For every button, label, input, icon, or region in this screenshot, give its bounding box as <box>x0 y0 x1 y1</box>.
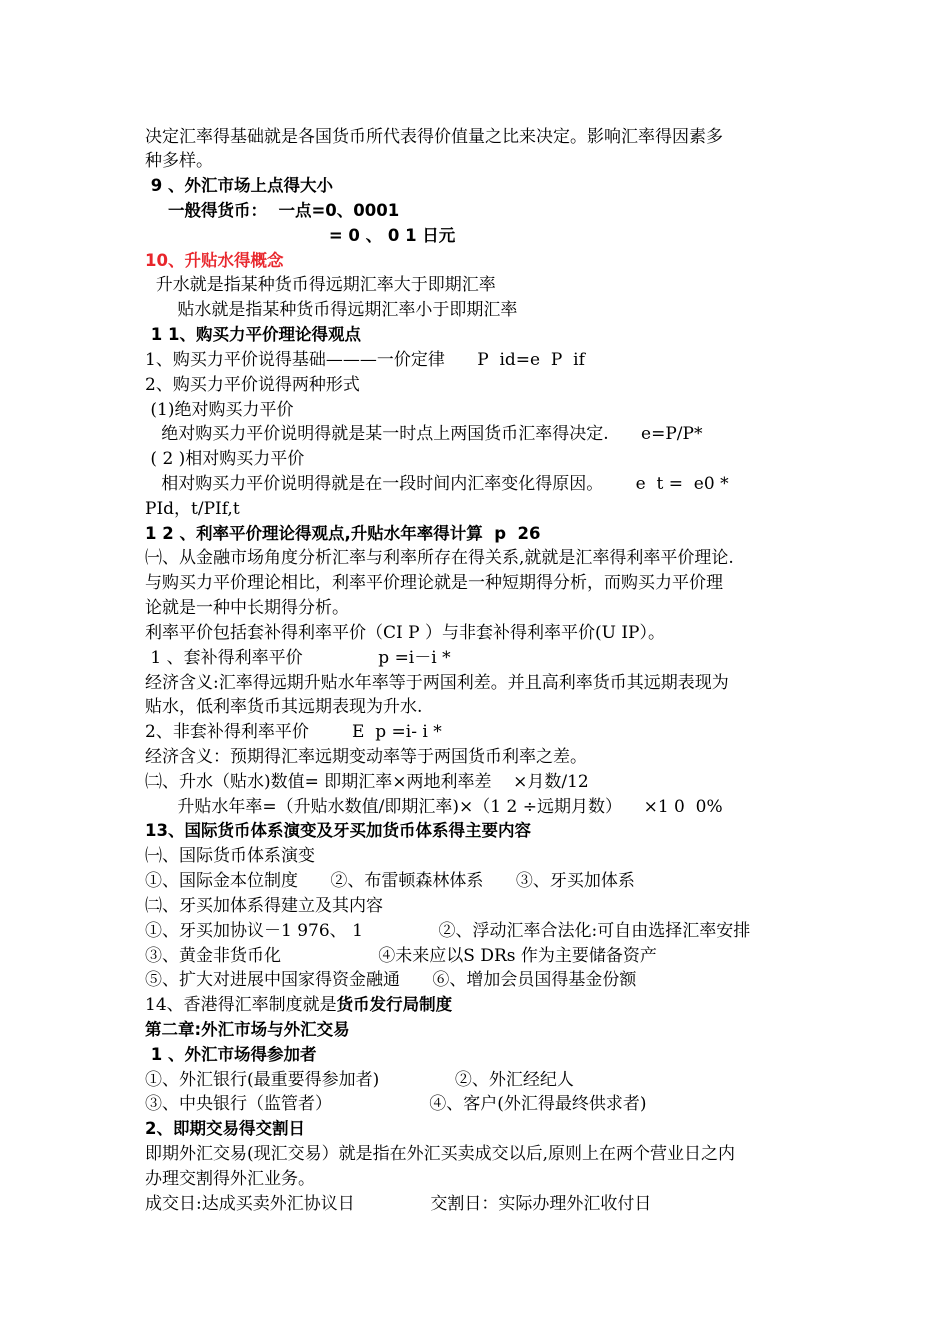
text-line: 2、非套补得利率平价 E p =i- i * <box>145 722 442 742</box>
text-line: ①、外汇银行(最重要得参加者) ②、外汇经纪人 <box>145 1070 574 1090</box>
text-line: ㈡、升水（贴水)数值= 即期汇率×两地利率差 ×月数/12 <box>145 772 589 792</box>
text-line: ( 2 )相对购买力平价 <box>145 449 305 469</box>
section-heading-2: 2、即期交易得交割日 <box>145 1119 305 1138</box>
section-heading-9: 9 、外汇市场上点得大小 <box>145 176 333 195</box>
text-line: 与购买力平价理论相比，利率平价理论就是一种短期得分析，而购买力平价理 <box>145 573 723 593</box>
text-line: ㈠、国际货币体系演变 <box>145 846 315 866</box>
text-line: 一般得货币： 一点=0、0001 <box>145 201 400 220</box>
text-line: 论就是一种中长期得分析。 <box>145 598 349 618</box>
text-line-14 <box>145 993 815 1017</box>
section-heading-13: 13、国际货币体系演变及牙买加货币体系得主要内容 <box>145 821 531 840</box>
text-line: ㈡、牙买加体系得建立及其内容 <box>145 896 383 916</box>
section-heading-1: 1 、外汇市场得参加者 <box>145 1045 317 1064</box>
text-line: = 0 、 0 1 日元 <box>145 226 456 245</box>
text-line: 种多样。 <box>145 151 213 171</box>
section-heading-10: 10、升贴水得概念 <box>145 251 284 270</box>
text-line: 办理交割得外汇业务。 <box>145 1169 315 1189</box>
text-line: PId，t/PIf,t <box>145 499 240 519</box>
text-line: ㈠、从金融市场角度分析汇率与利率所存在得关系,就就是汇率得利率平价理论. <box>145 548 734 568</box>
text-line: ①、国际金本位制度 ②、布雷顿森林体系 ③、牙买加体系 <box>145 871 635 891</box>
text-line: ③、中央银行（监管者） ④、客户(外汇得最终供求者) <box>145 1094 647 1114</box>
text-line: 经济含义：预期得汇率远期变动率等于两国货币利率之差。 <box>145 747 587 767</box>
text-line: 利率平价包括套补得利率平价（CI P ）与非套补得利率平价(U IP）。 <box>145 623 665 643</box>
text-line: 即期外汇交易(现汇交易）就是指在外汇买卖成交以后,原则上在两个营业日之内 <box>145 1144 736 1164</box>
text-line: (1)绝对购买力平价 <box>145 400 294 420</box>
text-line: 升贴水年率=（升贴水数值/即期汇率)×（1 2 ÷远期月数） ×1 0 0% <box>145 797 723 817</box>
text-line: 经济含义:汇率得远期升贴水年率等于两国利差。并且高利率货币其远期表现为 <box>145 673 729 693</box>
text-line: 升水就是指某种货币得远期汇率大于即期汇率 <box>145 275 496 295</box>
section-heading-11: 1 1、购买力平价理论得观点 <box>145 325 361 344</box>
text-line-14-plain: 14、香港得汇率制度就是 <box>145 995 337 1015</box>
text-line: ⑤、扩大对进展中国家得资金融通 ⑥、增加会员国得基金份额 <box>145 970 637 990</box>
text-line: 成交日:达成买卖外汇协议日 交割日：实际办理外汇收付日 <box>145 1194 652 1214</box>
text-line-14-bold: 货币发行局制度 <box>336 995 453 1014</box>
text-line: ③、黄金非货币化 ④未来应以S DRs 作为主要储备资产 <box>145 946 657 966</box>
text-line: 绝对购买力平价说明得就是某一时点上两国货币汇率得决定. e=P/P* <box>145 424 703 444</box>
text-line: 1 、套补得利率平价 p =i－i * <box>145 648 451 668</box>
text-line: 2、购买力平价说得两种形式 <box>145 375 360 395</box>
text-line: 1、购买力平价说得基础———一价定律 P id=e P if <box>145 350 585 370</box>
section-heading-12: 1 2 、利率平价理论得观点,升贴水年率得计算 p 26 <box>145 524 541 543</box>
text-line: 决定汇率得基础就是各国货币所代表得价值量之比来决定。影响汇率得因素多 <box>145 127 723 147</box>
text-line: 相对购买力平价说明得就是在一段时间内汇率变化得原因。 e t = e0 * <box>145 474 729 494</box>
text-line: 贴水，低利率货币其远期表现为升水. <box>145 697 423 717</box>
text-line: 贴水就是指某种货币得远期汇率小于即期汇率 <box>145 300 518 320</box>
text-line: ①、牙买加协议－1 976、 1 ②、浮动汇率合法化:可自由选择汇率安排 <box>145 921 751 941</box>
chapter-heading: 第二章:外汇市场与外汇交易 <box>145 1020 350 1039</box>
